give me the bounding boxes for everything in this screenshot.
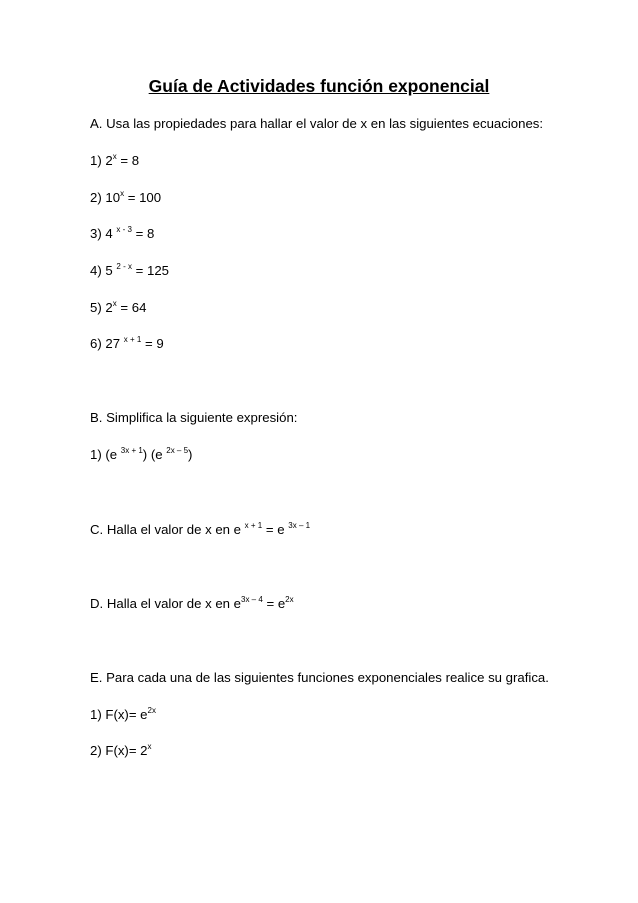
- equation-5: 5) $2^x = 64$: [90, 299, 147, 315]
- section-a-heading: A. Usa las propiedades para hallar el valor de x en las siguientes ecuaciones:: [90, 116, 544, 131]
- section-d-equation: D. Halla el valor de x en $e^{3x - 4} = e^{2x}$: [90, 595, 294, 611]
- section-b-heading: B. Simplifica la siguiente expresión:: [90, 410, 298, 425]
- equation-4: 4) 5 $^{2 - x}$ = 125: [90, 262, 169, 278]
- equation-6: 6) 27 $^{x + 1}$ = 9: [90, 335, 164, 351]
- equation-3: 3) 4 $^{x - 3}$ = 8: [90, 225, 155, 241]
- equation-1: 1) $2^x = 8$: [90, 152, 140, 168]
- equation-2: 2) $10^x = 100$: [90, 189, 162, 205]
- section-e-heading: E. Para cada una de las siguientes funciones exponenciales realice su grafica.: [90, 670, 549, 685]
- function-1: 1) $F(x)= e^{2x}$: [90, 706, 156, 722]
- expression-b: 1) (e $^{3x + 1}$) (e $^{2x - 5}$): [90, 446, 193, 462]
- section-c-equation: C. Halla el valor de x en e $^{x + 1}$ = e $^{3x - 1}$: [90, 521, 311, 537]
- function-2: 2) $F(x)= 2^x$: [90, 742, 152, 758]
- page-title: Guía de Actividades función exponencial: [148, 76, 490, 96]
